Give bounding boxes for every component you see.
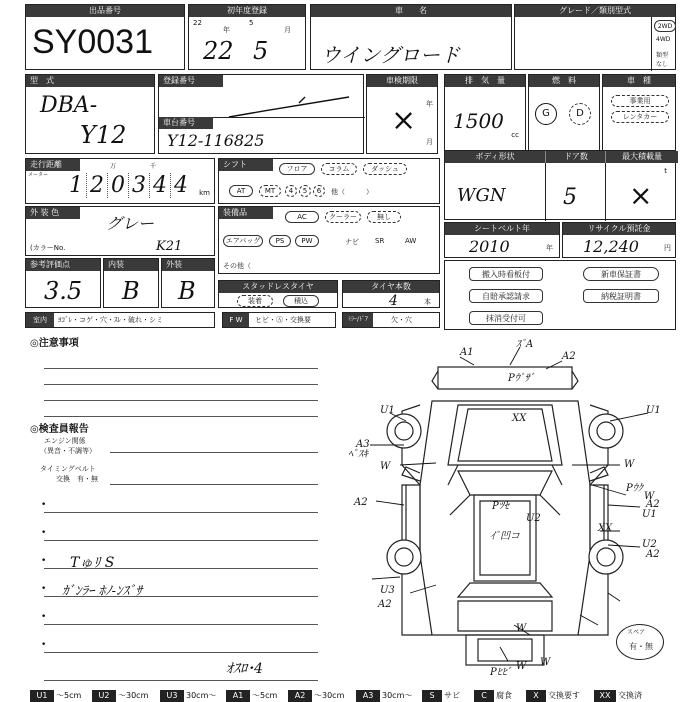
recycle-unit: 円 xyxy=(664,244,671,252)
year-handwritten: 22 xyxy=(203,37,234,65)
damage-label: W xyxy=(516,623,527,634)
month-unit: 月 xyxy=(284,26,291,34)
notes-line xyxy=(44,384,318,385)
exterior-label: 外装 xyxy=(162,259,214,271)
report-line xyxy=(44,624,318,625)
report-handwritten-1: Tゅﾘ S xyxy=(70,555,115,571)
fw-label: F W xyxy=(223,313,249,327)
registration-box xyxy=(158,74,364,154)
damage-label: W xyxy=(624,459,635,470)
studless-box xyxy=(218,280,338,308)
spare-tire-indicator xyxy=(616,624,664,660)
inspection-year-unit: 年 xyxy=(426,100,433,108)
chassis-value: Y12-116825 xyxy=(167,131,265,150)
doc-signboard: 搬入時看板付 xyxy=(469,267,543,281)
mirror-box xyxy=(342,312,440,328)
mileage-digit: 0 xyxy=(108,173,129,198)
score-value: 3.5 xyxy=(44,277,83,305)
color-code-value: K21 xyxy=(156,239,183,254)
fw-text: ヒビ・Ⓐ・交換要 xyxy=(255,316,311,324)
timing-label: タイミングベルト xyxy=(40,465,96,473)
model-box xyxy=(25,74,155,154)
displacement-label: 排 気 量 xyxy=(445,75,525,87)
legend-key: X xyxy=(526,690,546,702)
2wd-option: 2WD xyxy=(654,20,676,32)
report-line xyxy=(110,484,318,485)
legend-key: A1 xyxy=(226,690,250,702)
report-handwritten-2: ｶﾞﾝﾗｰ ﾎﾉ-ﾝｽﾞｻ xyxy=(62,584,143,599)
inspection-value: × xyxy=(391,103,417,138)
recycle-value: 12,240 xyxy=(583,237,639,256)
business-use-option: 事業用 xyxy=(611,95,669,107)
studless-mounted: 装着 xyxy=(237,295,273,307)
recycle-box xyxy=(562,222,676,258)
model-value-line2: Y12 xyxy=(80,121,127,149)
month-handwritten: 5 xyxy=(253,37,269,65)
inspection-label: 車検期限 xyxy=(367,75,437,87)
shift-label: シフト xyxy=(219,159,273,171)
month-printed: 5 xyxy=(249,19,254,27)
damage-label: W xyxy=(516,661,527,672)
report-line xyxy=(44,596,318,597)
body-label: ボディ形状 xyxy=(445,151,545,163)
4wd-option: 4WD xyxy=(656,36,671,43)
mileage-digit: 4 xyxy=(150,173,171,198)
spare-label: スペア xyxy=(627,629,646,636)
capacity-value: × xyxy=(629,179,653,212)
mirror-label: ﾐﾗｰ/ﾄﾞｱ xyxy=(343,313,373,327)
engine-sub: （異音・不調等） xyxy=(40,447,96,455)
model-value-line1: DBA- xyxy=(40,93,98,118)
shift-dash-option: ダッシュ xyxy=(363,163,407,175)
legend-value: サビ xyxy=(444,691,460,700)
report-line xyxy=(110,452,318,453)
tires-value: 4 xyxy=(389,293,398,309)
notes-line xyxy=(44,416,318,417)
damage-label: W xyxy=(540,657,551,668)
report-line xyxy=(44,568,318,569)
damage-label: Pｳﾞｻﾞ xyxy=(508,373,535,384)
capacity-unit: t xyxy=(664,167,667,175)
legend-key: C xyxy=(474,690,494,702)
mirror-text: 欠・穴 xyxy=(391,316,412,324)
inspection-month-unit: 月 xyxy=(426,138,433,146)
color-box xyxy=(25,206,215,256)
mileage-digit: 3 xyxy=(129,173,150,198)
gear-option: 5 xyxy=(299,185,311,197)
equip-airbag: エアバッグ xyxy=(223,235,263,247)
interior-issues-box xyxy=(25,312,215,328)
damage-label: ﾍﾟｽｷ xyxy=(348,449,368,460)
legend-value: 30cm～ xyxy=(186,691,217,700)
first-registration-label: 初年度登録 xyxy=(189,5,305,17)
score-label: 参考評価点 xyxy=(26,259,100,271)
body-value: WGN xyxy=(457,185,506,206)
equip-other: その他（ xyxy=(223,262,251,270)
damage-label: XX xyxy=(598,523,613,534)
fuel-gasoline-option: G xyxy=(535,103,557,125)
seatbelt-box xyxy=(444,222,560,258)
car-name-box xyxy=(310,4,512,70)
man-unit: 万 xyxy=(110,163,117,170)
color-label: 外 装 色 xyxy=(26,207,80,219)
damage-label: A2 xyxy=(562,351,576,362)
damage-label: Pﾂｾ xyxy=(492,501,509,512)
fuel-box xyxy=(528,74,600,154)
body-box xyxy=(444,150,676,220)
report-bullet: • xyxy=(41,556,47,566)
report-handwritten-3: ｵｽﾛ･4 xyxy=(226,661,263,677)
exterior-box xyxy=(161,258,215,308)
doc-insurance: 自賠承認請求 xyxy=(469,289,543,303)
damage-label: U1 xyxy=(646,405,661,416)
vehicle-type-label: 車 種 xyxy=(603,75,675,87)
report-bullet: • xyxy=(41,612,47,622)
seatbelt-value: 2010 xyxy=(469,237,510,256)
exterior-value: B xyxy=(178,277,196,305)
damage-label: ｽﾞA xyxy=(516,339,534,350)
damage-label: U3 xyxy=(380,585,395,596)
equip-cooler: クーラー xyxy=(325,211,361,223)
body-divider xyxy=(545,163,546,221)
equip-ac: AC xyxy=(285,211,319,223)
gear-option: 4 xyxy=(285,185,297,197)
vehicle-type-box xyxy=(602,74,676,154)
tires-box xyxy=(342,280,440,308)
shift-floor-option: フロア xyxy=(279,163,315,175)
equip-pw: PW xyxy=(295,235,319,247)
displacement-unit: cc xyxy=(511,131,519,139)
legend-key: A3 xyxy=(356,690,380,702)
report-line xyxy=(44,512,318,513)
lot-box xyxy=(25,4,185,70)
fuel-label: 燃 料 xyxy=(529,75,599,87)
damage-label: XX xyxy=(512,413,527,424)
tires-label: タイヤ本数 xyxy=(343,281,439,293)
inspection-box xyxy=(366,74,438,154)
grade-box xyxy=(514,4,676,70)
documents-box xyxy=(444,260,676,330)
notes-line xyxy=(44,400,318,401)
damage-label: A2 xyxy=(378,599,392,610)
damage-label: U1 xyxy=(380,405,395,416)
damage-label: W xyxy=(380,461,391,472)
seatbelt-label: シートベルト年 xyxy=(445,223,559,235)
equip-navi: ナビ xyxy=(345,238,359,246)
displacement-box xyxy=(444,74,526,154)
legend-value: 腐食 xyxy=(496,691,512,700)
legend-value: ～30cm xyxy=(118,691,149,700)
damage-label: A2 xyxy=(646,549,660,560)
tires-unit: 本 xyxy=(424,298,431,306)
legend-key: A2 xyxy=(288,690,312,702)
damage-label: Pﾋﾋﾞ xyxy=(490,667,512,678)
grade-label: グレード／類別型式 xyxy=(515,5,675,17)
shift-at-option: AT xyxy=(229,185,253,197)
report-bullet: • xyxy=(41,584,47,594)
lot-number: SY0031 xyxy=(32,23,153,61)
interior-value: B xyxy=(122,277,140,305)
legend-key: XX xyxy=(594,690,616,702)
capacity-label: 最大積載量 xyxy=(605,151,678,163)
none-option: なし xyxy=(656,61,669,68)
lot-label: 出品番号 xyxy=(26,5,184,17)
seatbelt-unit: 年 xyxy=(546,244,553,252)
sen-unit: 千 xyxy=(150,163,157,170)
timing-sub: 交換 有・無 xyxy=(56,475,98,483)
mileage-unit: km xyxy=(199,189,210,197)
report-line xyxy=(44,680,318,681)
shift-other: 他（ ） xyxy=(331,188,373,196)
registration-scribble xyxy=(219,85,359,125)
score-box xyxy=(25,258,101,308)
notes-title: ◎注意事項 xyxy=(30,338,79,349)
shift-column-option: コラム xyxy=(321,163,357,175)
displacement-value: 1500 xyxy=(453,109,504,133)
gear-option: 6 xyxy=(313,185,325,197)
body-divider xyxy=(605,163,606,221)
damage-label: W xyxy=(644,491,655,502)
damage-label: A1 xyxy=(460,347,474,358)
doors-value: 5 xyxy=(563,185,577,210)
color-code-label: (カラーNo. xyxy=(30,244,66,252)
damage-label: A2 xyxy=(354,497,368,508)
fw-box xyxy=(222,312,336,328)
damage-label: U2 xyxy=(642,539,657,550)
legend-key: S xyxy=(422,690,442,702)
registration-label: 登録番号 xyxy=(159,75,223,87)
car-name-value: ウイングロード xyxy=(321,43,460,67)
report-bullet: • xyxy=(41,500,47,510)
doc-cancel: 抹消受付可 xyxy=(469,311,543,325)
legend-value: ～5cm xyxy=(56,691,82,700)
meter-label: メーター xyxy=(28,172,49,178)
legend-key: U1 xyxy=(30,690,54,702)
damage-label: U1 xyxy=(642,509,657,520)
notes-line xyxy=(44,368,318,369)
equip-sr: SR xyxy=(375,237,385,245)
recycle-label: リサイクル預託金 xyxy=(563,223,675,235)
legend-value: 交換済 xyxy=(618,691,642,700)
first-registration-box xyxy=(188,4,306,70)
damage-label: ｲﾞ凹コ xyxy=(490,531,520,542)
fuel-diesel-option: D xyxy=(569,103,591,125)
spare-value: 有・無 xyxy=(629,642,653,651)
color-value: グレー xyxy=(106,214,155,233)
interior-issues-text: ﾖｺﾞﾚ・コゲ・穴・ｽﾚ・破れ・シミ xyxy=(58,316,163,324)
shift-mt-option: MT xyxy=(259,185,281,197)
doc-tax-cert: 納税証明書 xyxy=(583,289,659,303)
mileage-label: 走行距離 xyxy=(26,159,80,171)
report-bullet: • xyxy=(41,528,47,538)
damage-label: U2 xyxy=(526,513,541,524)
mileage-digits xyxy=(66,173,191,198)
year-unit: 年 xyxy=(223,26,230,34)
class-type-option: 類型 xyxy=(656,52,669,59)
shift-box xyxy=(218,158,440,204)
drive-column xyxy=(651,17,678,71)
legend-value: 30cm～ xyxy=(382,691,413,700)
report-title: ◎検査員報告 xyxy=(30,424,89,435)
model-label: 型 式 xyxy=(26,75,154,87)
studless-loaded: 積込 xyxy=(283,295,319,307)
studless-label: スタッドレスタイヤ xyxy=(219,281,337,293)
legend-key: U2 xyxy=(92,690,116,702)
equipment-label: 装備品 xyxy=(219,207,273,219)
car-name-label: 車 名 xyxy=(311,5,511,17)
report-line xyxy=(44,652,318,653)
equip-ps: PS xyxy=(269,235,291,247)
damage-label: A2 xyxy=(646,499,660,510)
mileage-digit: 1 xyxy=(66,173,87,198)
doors-label: ドア数 xyxy=(545,151,606,163)
legend-value: ～30cm xyxy=(314,691,345,700)
equip-aw: AW xyxy=(405,237,417,245)
era-printed: 22 xyxy=(193,19,202,27)
chassis-label: 車台番号 xyxy=(159,117,213,129)
report-bullet: • xyxy=(41,640,47,650)
interior-issues-label: 室内 xyxy=(26,313,54,327)
engine-label: エンジン関係 xyxy=(44,437,86,445)
interior-box xyxy=(103,258,159,308)
interior-label: 内装 xyxy=(104,259,158,271)
equip-none: 無し xyxy=(367,211,401,223)
report-line xyxy=(44,540,318,541)
legend-value: ～5cm xyxy=(252,691,278,700)
damage-label: Pｳｸ xyxy=(626,483,643,494)
legend-value: 交換要す xyxy=(548,691,580,700)
equipment-box xyxy=(218,206,440,274)
mileage-box xyxy=(25,158,215,204)
rental-car-option: レンタカー xyxy=(611,111,669,123)
doc-warranty: 新車保証書 xyxy=(583,267,659,281)
legend-key: U3 xyxy=(160,690,184,702)
mileage-digit: 4 xyxy=(174,173,188,198)
mileage-digit: 2 xyxy=(87,173,108,198)
damage-label: A3 xyxy=(356,439,370,450)
